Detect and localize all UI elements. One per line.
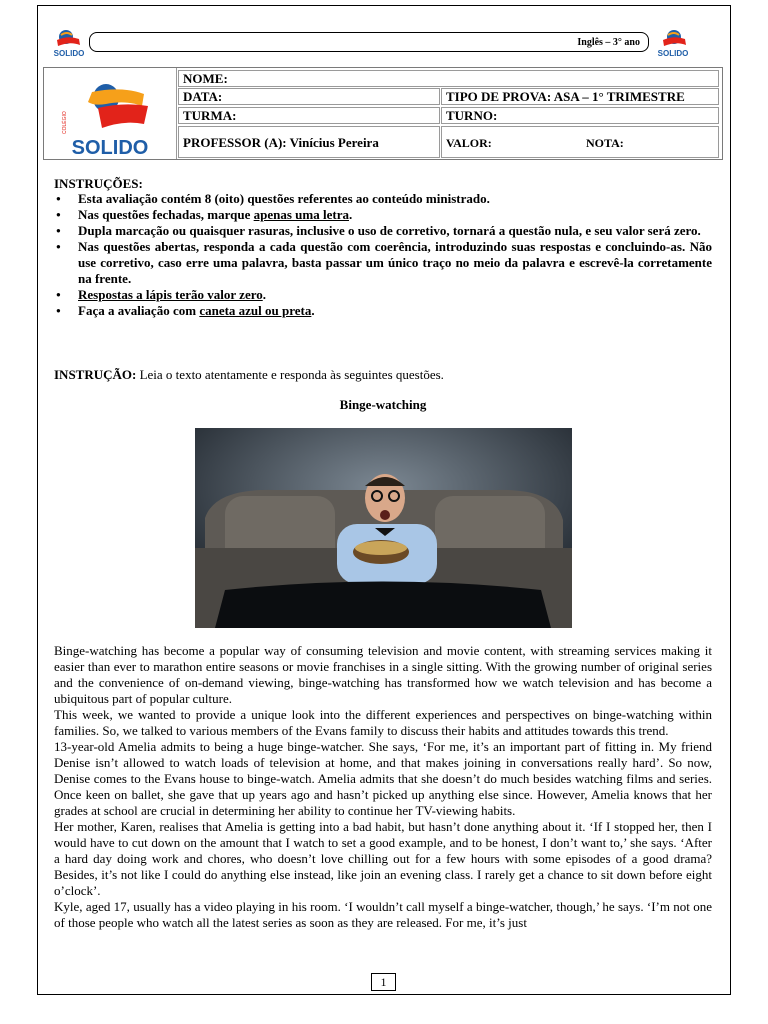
article-paragraph: 13-year-old Amelia admits to being a huge binge-watcher. She says, ‘For me, it’s an important part of fitting in. My friend Denise isn’t allowed to watch loads of television at home, and that makes joining in conversations really hard’. So now, Denise comes to the Evans house to binge-watch. Amelia admits that she doesn’t do much besides watching films and series. Once keen on ballet, she gave that up years ago and hasn’t picked up anything else since. However, Amelia knows that her grades at school are crucial in determining her ability to continue her TV-viewing habits. bbox=[54, 739, 712, 818]
binge-watching-photo bbox=[195, 428, 572, 628]
article-paragraph: Her mother, Karen, realises that Amelia is getting into a bad habit, but hasn’t done anything about it. ‘If I stopped her, then I would have to cut down on the amount that I watch to set a good example, and to be honest, I don’t want to,’ she says. ‘After a hard day doing work and chores, who doesn’t love chilling out for a few hours with some episodes of a good drama? Besides, it’s not like I could do anything else instead, like join an evening class. I rarely get a chance to sit down before eight o’clock’. bbox=[54, 819, 712, 898]
data-field: DATA: bbox=[178, 88, 440, 105]
instruction-item: ● Esta avaliação contém 8 (oito) questões referentes ao conteúdo ministrado. bbox=[54, 191, 712, 207]
article-paragraph: Binge-watching has become a popular way of consuming television and movie content, with streaming services making it easier than ever to marathon entire seasons or movie franchises in a single sitting. With the growing number of original series and the convenience of on-demand viewing, binge-watching has transformed how we watch television and has become a ubiquitous part of popular culture. bbox=[54, 643, 712, 706]
school-logo-small-left bbox=[52, 27, 86, 59]
school-prefix-text: COLÉGIO bbox=[62, 111, 68, 134]
instruction-item: ● Dupla marcação ou quaisquer rasuras, inclusive o uso de corretivo, tornará a questão nula, e seu valor será zero. bbox=[54, 223, 712, 239]
reading-instruction-text: Leia o texto atentamente e responda às seguintes questões. bbox=[136, 367, 444, 382]
school-name-text: SOLIDO bbox=[71, 137, 149, 159]
instruction-item: ● Respostas a lápis terão valor zero. bbox=[54, 287, 712, 303]
instruction-item: ● Faça a avaliação com caneta azul ou preta. bbox=[54, 303, 712, 319]
page-number: 1 bbox=[371, 973, 396, 991]
instructions-list bbox=[54, 191, 712, 319]
reading-instruction bbox=[54, 367, 712, 383]
school-logo-cell bbox=[44, 68, 177, 159]
article-text bbox=[54, 643, 712, 931]
professor-field: PROFESSOR (A): Vinícius Pereira bbox=[178, 126, 440, 158]
school-logo-small-left-text: SOLIDO bbox=[53, 49, 85, 58]
article-paragraph: This week, we wanted to provide a unique look into the different experiences and perspectives on binge-watching within families. So, we talked to various members of the Evans family to discuss their habits and attitudes towards this trend. bbox=[54, 707, 712, 738]
instruction-item: ● Nas questões abertas, responda a cada questão com coerência, introduzindo suas respostas e concluindo-as. Não use corretivo, caso erre uma palavra, basta passar um único traço no meio da palavra e escrevê-la corretamente na frente. bbox=[54, 239, 712, 287]
nota-label: NOTA: bbox=[586, 136, 624, 150]
instruction-item: ● Nas questões fechadas, marque apenas uma letra. bbox=[54, 207, 712, 223]
turno-field: TURNO: bbox=[441, 107, 719, 124]
school-logo bbox=[44, 68, 176, 159]
subject-bar bbox=[89, 32, 649, 52]
exam-header-table bbox=[43, 67, 723, 160]
turma-field: TURMA: bbox=[178, 107, 440, 124]
school-logo-small-right bbox=[656, 27, 690, 59]
valor-nota-field bbox=[441, 126, 719, 158]
instructions-title: INSTRUÇÕES: bbox=[54, 176, 143, 191]
school-logo-small-right-text: SOLIDO bbox=[657, 49, 689, 58]
text-title: Binge-watching bbox=[339, 397, 427, 412]
reading-instruction-label: INSTRUÇÃO: bbox=[54, 367, 137, 382]
nome-field: NOME: bbox=[178, 70, 719, 87]
tipo-prova-field: TIPO DE PROVA: ASA – 1° TRIMESTRE bbox=[441, 88, 719, 105]
subject-label: Inglês – 3° ano bbox=[577, 37, 640, 48]
article-paragraph: Kyle, aged 17, usually has a video playing in his room. ‘I wouldn’t call myself a binge-watcher, though,’ he says. ‘I’m not one of those people who watch all the latest series as soon as they are released. For me, it’s just bbox=[54, 899, 712, 930]
valor-label: VALOR: bbox=[446, 136, 492, 150]
